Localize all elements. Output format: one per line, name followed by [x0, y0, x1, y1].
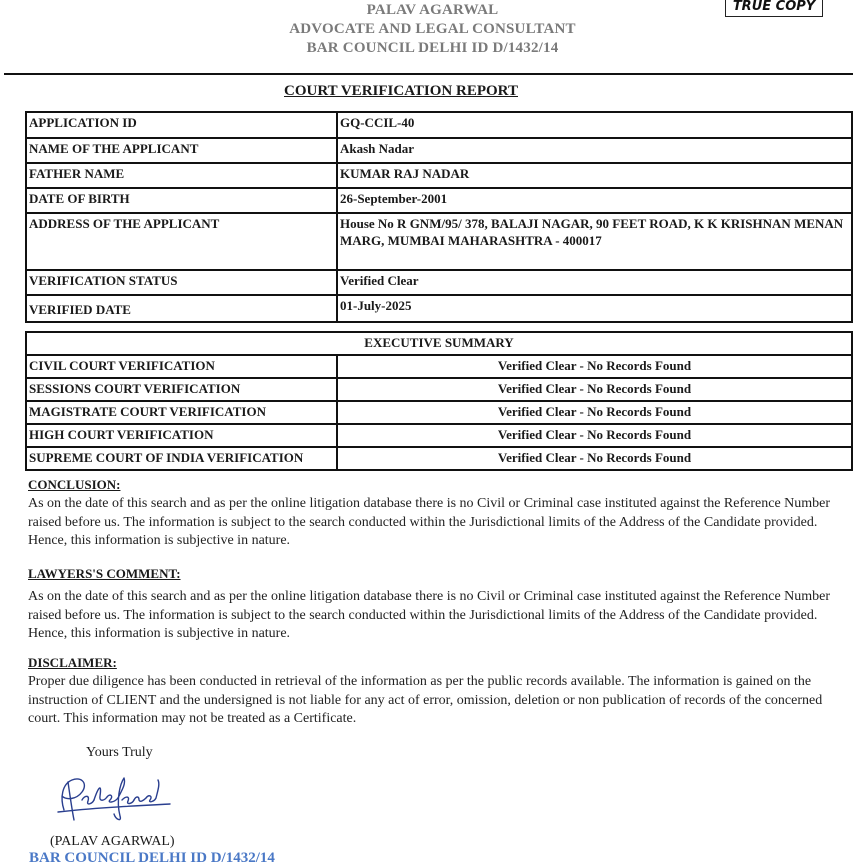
detail-value: House No R GNM/95/ 378, BALAJI NAGAR, 90 FEET ROAD, K K KRISHNAN MENAN MARG, MUMBAI MAHARASHTRA - 400017 — [337, 213, 852, 270]
applicant-details-table — [25, 111, 853, 323]
table-row — [26, 401, 852, 424]
summary-label: CIVIL COURT VERIFICATION — [26, 355, 337, 378]
summary-label: SESSIONS COURT VERIFICATION — [26, 378, 337, 401]
report-title: COURT VERIFICATION REPORT — [284, 83, 518, 99]
summary-value: Verified Clear - No Records Found — [337, 424, 852, 447]
table-row — [26, 270, 852, 295]
detail-value: GQ-CCIL-40 — [337, 112, 852, 138]
detail-label: APPLICATION ID — [26, 112, 337, 138]
lawyers-comment-heading: LAWYERS'S COMMENT: — [28, 566, 181, 581]
summary-value: Verified Clear - No Records Found — [337, 378, 852, 401]
summary-value: Verified Clear - No Records Found — [337, 447, 852, 470]
summary-title-row — [26, 332, 852, 355]
summary-value: Verified Clear - No Records Found — [337, 355, 852, 378]
detail-value: KUMAR RAJ NADAR — [337, 163, 852, 188]
table-row — [26, 213, 852, 270]
detail-label: ADDRESS OF THE APPLICANT — [26, 213, 337, 270]
summary-label: MAGISTRATE COURT VERIFICATION — [26, 401, 337, 424]
detail-value: 01-July-2025 — [337, 295, 852, 322]
signature-image — [52, 770, 177, 828]
table-row — [26, 295, 852, 322]
conclusion-heading: CONCLUSION: — [28, 477, 121, 492]
executive-summary-table — [25, 331, 853, 471]
summary-label: SUPREME COURT OF INDIA VERIFICATION — [26, 447, 337, 470]
signatory-bar-id: BAR COUNCIL DELHI ID D/1432/14 — [29, 850, 275, 866]
advocate-role: ADVOCATE AND LEGAL CONSULTANT — [289, 21, 576, 37]
signatory-name: (PALAV AGARWAL) — [50, 834, 175, 849]
summary-label: HIGH COURT VERIFICATION — [26, 424, 337, 447]
table-row — [26, 188, 852, 213]
detail-value: Akash Nadar — [337, 138, 852, 163]
table-row — [26, 112, 852, 138]
table-row — [26, 424, 852, 447]
detail-label: VERIFIED DATE — [26, 295, 337, 322]
closing-text: Yours Truly — [86, 745, 153, 760]
table-row — [26, 355, 852, 378]
detail-label: DATE OF BIRTH — [26, 188, 337, 213]
detail-label: NAME OF THE APPLICANT — [26, 138, 337, 163]
summary-value: Verified Clear - No Records Found — [337, 401, 852, 424]
detail-label: FATHER NAME — [26, 163, 337, 188]
disclaimer-text: Proper due diligence has been conducted in retrieval of the information as per the public records available. The information is gained on the instruction of CLIENT and the undersigned is not liable for any act of error, omission, deletion or non publication of records of the concerned court. This information may not be treated as a Certificate. — [28, 674, 823, 726]
lawyers-comment-text: As on the date of this search and as per the online litigation database there is no Civil or Criminal case instituted against the Reference Number raised before us. The information is subject to the search conducted within the Jurisdictional limits of the Address of the Candidate provided. Hence, this information is subjective in nature. — [28, 589, 831, 641]
advocate-bar-id: BAR COUNCIL DELHI ID D/1432/14 — [306, 40, 559, 56]
table-row — [26, 378, 852, 401]
table-row — [26, 447, 852, 470]
header-divider — [4, 73, 853, 75]
advocate-name: PALAV AGARWAL — [366, 2, 499, 18]
table-row — [26, 163, 852, 188]
detail-value: Verified Clear — [337, 270, 852, 295]
detail-label: VERIFICATION STATUS — [26, 270, 337, 295]
detail-value: 26-September-2001 — [337, 188, 852, 213]
disclaimer-heading: DISCLAIMER: — [28, 655, 117, 670]
conclusion-text: As on the date of this search and as per the online litigation database there is no Civil or Criminal case instituted against the Reference Number raised before us. The information is subject to the search conducted within the Jurisdictional limits of the Address of the Candidate provided. Hence, this information is subjective in nature. — [28, 496, 831, 548]
table-row — [26, 138, 852, 163]
summary-title: EXECUTIVE SUMMARY — [26, 332, 852, 355]
true-copy-stamp: TRUE COPY — [725, 0, 823, 17]
